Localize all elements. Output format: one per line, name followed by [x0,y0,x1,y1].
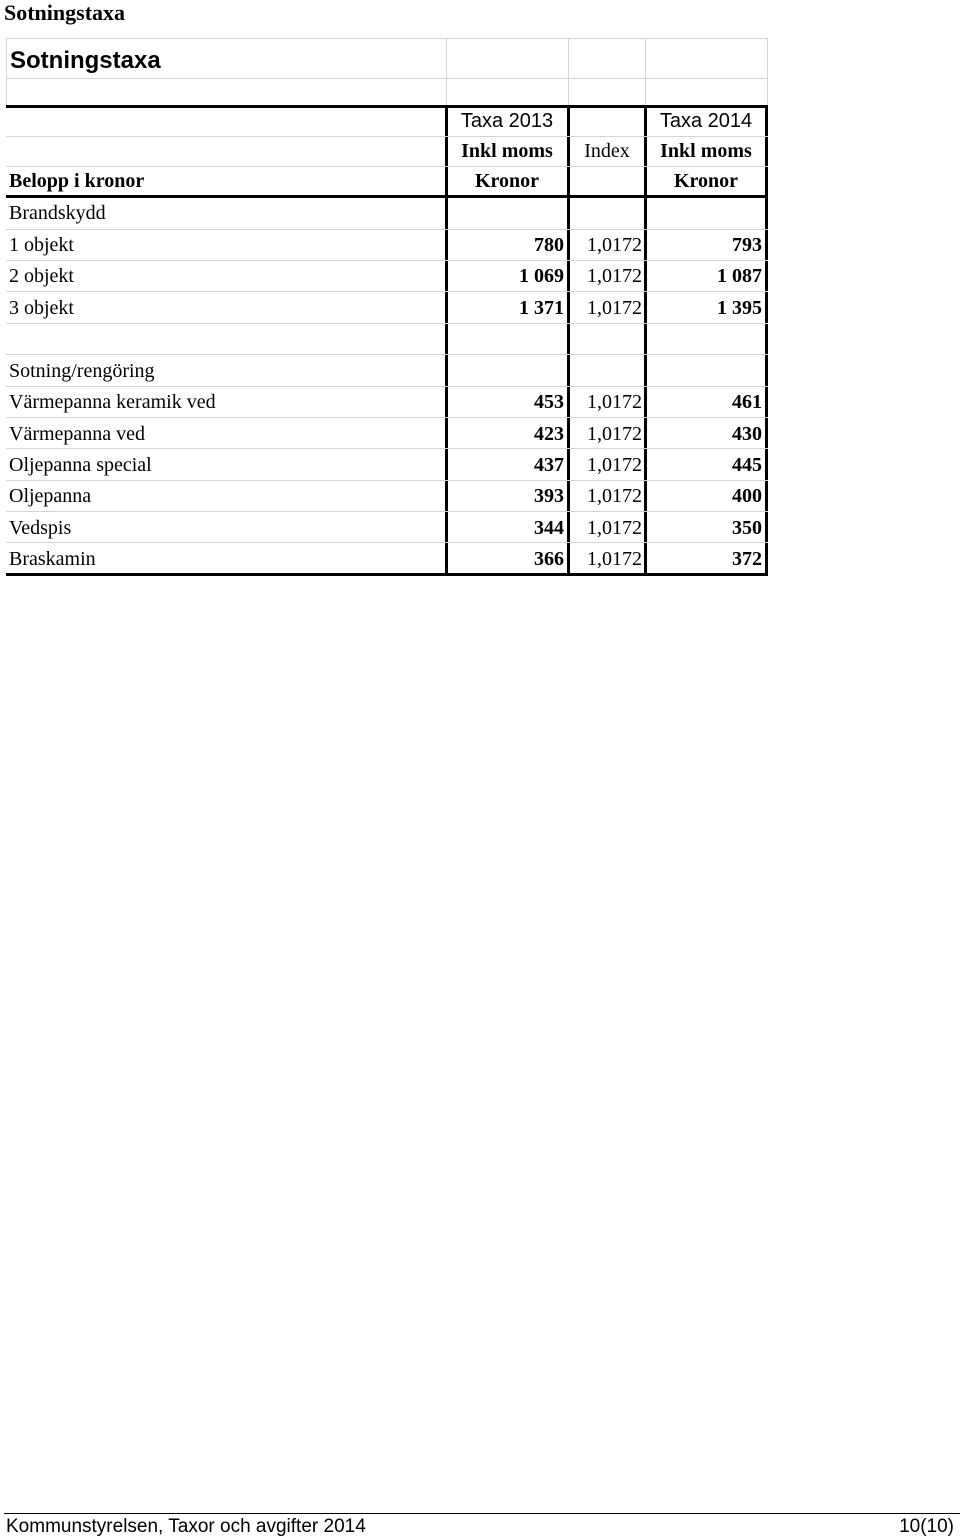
grid-line [6,38,7,106]
grid-line [767,38,768,106]
section-heading: Sotning/rengöring [9,360,155,382]
grid-line [645,38,646,106]
value-taxa-2013: 423 [534,423,564,445]
grid-line [6,78,768,79]
grid-line [6,511,768,512]
value-index: 1,0172 [587,485,642,507]
value-taxa-2013: 453 [534,391,564,413]
value-index: 1,0172 [587,391,642,413]
value-index: 1,0172 [587,423,642,445]
row-label: Vedspis [9,517,72,539]
value-taxa-2013: 1 371 [519,297,564,319]
value-taxa-2013: 437 [534,454,564,476]
spreadsheet-image [6,38,768,576]
page-number: 10(10) [899,1516,954,1537]
header-taxa-2014: Taxa 2014 [659,110,753,132]
page-heading: Sotningstaxa [4,0,126,25]
value-taxa-2014: 793 [732,234,762,256]
grid-line [6,417,768,418]
row-label: 3 objekt [9,297,74,319]
header-index: Index [584,140,630,162]
value-taxa-2014: 461 [732,391,762,413]
row-label: 1 objekt [9,234,74,256]
value-taxa-2014: 1 395 [717,297,762,319]
grid-line [6,354,768,355]
value-index: 1,0172 [587,548,642,570]
grid-line [568,38,569,106]
value-index: 1,0172 [587,234,642,256]
header-belopp: Belopp i kronor [9,170,145,192]
value-index: 1,0172 [587,265,642,287]
header-inkl-moms-2014: Inkl moms [660,140,752,162]
row-label: Braskamin [9,548,96,570]
value-taxa-2014: 445 [732,454,762,476]
value-taxa-2013: 1 069 [519,265,564,287]
value-taxa-2014: 350 [732,517,762,539]
sheet-title: Sotningstaxa [10,47,161,74]
row-label: Oljepanna special [9,454,152,476]
value-taxa-2013: 366 [534,548,564,570]
header-inkl-moms-2013: Inkl moms [461,140,553,162]
footer-text: Kommunstyrelsen, Taxor och avgifter 2014 [6,1516,366,1537]
value-taxa-2014: 430 [732,423,762,445]
value-taxa-2013: 393 [534,485,564,507]
header-kronor-2014: Kronor [673,170,739,192]
value-taxa-2013: 780 [534,234,564,256]
row-label: 2 objekt [9,265,74,287]
table-right-border [765,105,768,576]
grid-line [6,38,768,39]
row-label: Oljepanna [9,485,92,507]
grid-line [446,38,447,106]
grid-line [6,291,768,292]
header-taxa-2013: Taxa 2013 [460,110,554,132]
row-label: Värmepanna ved [9,423,146,445]
value-index: 1,0172 [587,454,642,476]
value-taxa-2014: 400 [732,485,762,507]
value-taxa-2014: 1 087 [717,265,762,287]
value-index: 1,0172 [587,517,642,539]
row-label: Värmepanna keramik ved [9,391,216,413]
grid-line [6,323,768,324]
value-taxa-2014: 372 [732,548,762,570]
footer-rule [4,1513,960,1514]
value-taxa-2013: 344 [534,517,564,539]
value-index: 1,0172 [587,297,642,319]
section-heading: Brandskydd [9,202,106,224]
header-kronor-2013: Kronor [474,170,540,192]
